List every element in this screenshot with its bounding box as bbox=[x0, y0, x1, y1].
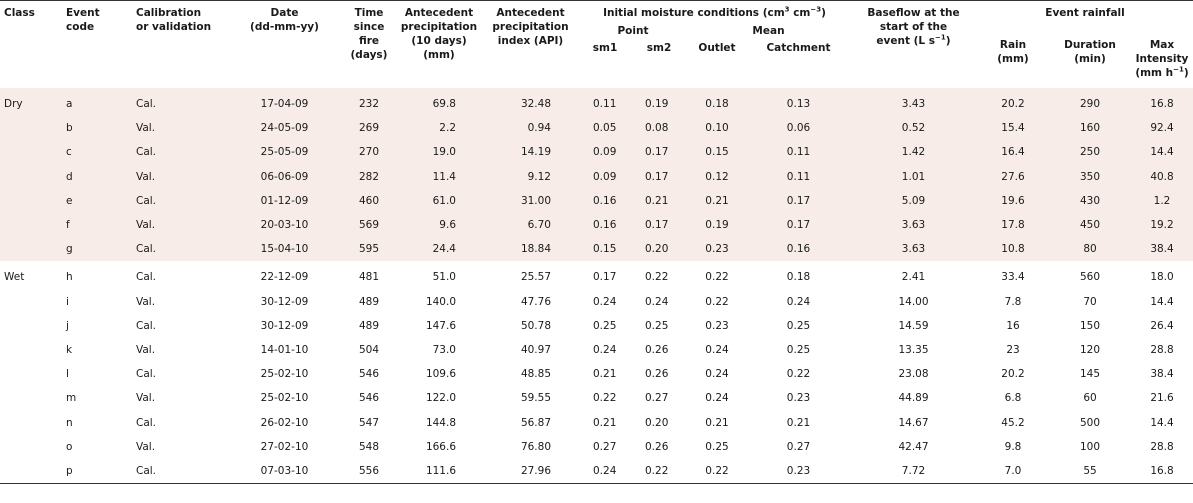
cell-outlet: 0.25 bbox=[705, 440, 729, 453]
table-row bbox=[0, 410, 1193, 434]
header-class: Class bbox=[4, 7, 35, 19]
table-row bbox=[0, 435, 1193, 459]
cell-cal-val: Cal. bbox=[136, 319, 157, 332]
cell-cal-val: Cal. bbox=[132, 189, 227, 213]
cell-antecedent-precip: 140.0 bbox=[425, 295, 456, 308]
table-row bbox=[0, 116, 1193, 140]
cell-rain: 27.6 bbox=[977, 165, 1049, 189]
header-calibration-validation: Calibration or validation bbox=[136, 7, 212, 33]
cell-date: 25-05-09 bbox=[227, 140, 342, 164]
cell-outlet: 0.24 bbox=[705, 343, 729, 356]
cell-catchment: 0.25 bbox=[786, 319, 811, 332]
cell-rain: 20.2 bbox=[1001, 368, 1025, 381]
cell-sm1: 0.25 bbox=[593, 319, 617, 332]
cell-max-intensity: 14.4 bbox=[1150, 295, 1174, 308]
cell-max-intensity: 26.4 bbox=[1150, 319, 1174, 332]
cell-catchment: 0.25 bbox=[786, 343, 811, 356]
cell-max-intensity: 40.8 bbox=[1131, 165, 1193, 189]
cell-api: 50.78 bbox=[520, 319, 551, 332]
cell-class bbox=[0, 386, 62, 410]
cell-date: 27-02-10 bbox=[260, 440, 309, 453]
cell-duration: 560 bbox=[1079, 271, 1101, 284]
cell-event-code: o bbox=[66, 440, 73, 453]
cell-antecedent-precip: 73.0 bbox=[432, 343, 456, 356]
cell-catchment: 0.11 bbox=[747, 140, 850, 164]
cell-catchment: 0.21 bbox=[786, 416, 811, 429]
table-row bbox=[0, 362, 1193, 386]
cell-event-code: d bbox=[62, 165, 132, 189]
cell-catchment: 0.18 bbox=[786, 271, 811, 284]
cell-antecedent-precip: 144.8 bbox=[425, 416, 456, 429]
cell-outlet: 0.15 bbox=[687, 140, 747, 164]
cell-class bbox=[0, 213, 62, 237]
cell-cal-val: Val. bbox=[136, 295, 156, 308]
cell-date: 15-04-10 bbox=[227, 237, 342, 261]
header-api: Antecedent precipitation index (API) bbox=[492, 7, 569, 47]
cell-outlet: 0.21 bbox=[687, 189, 747, 213]
header-outlet: Outlet bbox=[698, 42, 736, 54]
cell-api: 32.48 bbox=[482, 88, 579, 116]
cell-sm2: 0.26 bbox=[645, 440, 669, 453]
cell-time-since-fire: 481 bbox=[358, 271, 380, 284]
cell-max-intensity: 16.8 bbox=[1131, 88, 1193, 116]
cell-time-since-fire: 489 bbox=[358, 295, 380, 308]
header-point: Point bbox=[617, 25, 649, 37]
cell-date: 30-12-09 bbox=[260, 295, 309, 308]
cell-class bbox=[0, 237, 62, 261]
cell-catchment: 0.11 bbox=[747, 165, 850, 189]
cell-date: 30-12-09 bbox=[260, 319, 309, 332]
cell-antecedent-precip: 24.4 bbox=[396, 237, 482, 261]
cell-api: 47.76 bbox=[520, 295, 551, 308]
cell-cal-val: Cal. bbox=[136, 368, 157, 381]
cell-sm2: 0.27 bbox=[645, 392, 669, 405]
cell-class: Dry bbox=[0, 88, 62, 116]
cell-class bbox=[0, 459, 62, 484]
cell-event-code: k bbox=[66, 343, 73, 356]
cell-duration: 55 bbox=[1049, 459, 1131, 484]
cell-rain: 33.4 bbox=[1001, 271, 1025, 284]
cell-api: 6.70 bbox=[482, 213, 579, 237]
cell-outlet: 0.24 bbox=[705, 392, 729, 405]
cell-class bbox=[0, 165, 62, 189]
cell-date: 20-03-10 bbox=[227, 213, 342, 237]
cell-rain: 6.8 bbox=[1004, 392, 1022, 405]
cell-baseflow: 0.52 bbox=[850, 116, 977, 140]
cell-catchment: 0.22 bbox=[786, 368, 811, 381]
cell-sm1: 0.16 bbox=[579, 189, 631, 213]
cell-max-intensity: 21.6 bbox=[1150, 392, 1174, 405]
table-body bbox=[0, 88, 1193, 484]
cell-sm2: 0.20 bbox=[645, 416, 669, 429]
cell-time-since-fire: 269 bbox=[342, 116, 396, 140]
cell-time-since-fire: 489 bbox=[358, 319, 380, 332]
cell-duration: 80 bbox=[1049, 237, 1131, 261]
cell-rain: 17.8 bbox=[977, 213, 1049, 237]
cell-outlet: 0.19 bbox=[687, 213, 747, 237]
cell-duration: 450 bbox=[1049, 213, 1131, 237]
table-row bbox=[0, 261, 1193, 289]
cell-outlet: 0.23 bbox=[705, 319, 729, 332]
cell-sm1: 0.16 bbox=[579, 213, 631, 237]
cell-event-code: p bbox=[62, 459, 132, 484]
cell-rain: 23 bbox=[1006, 343, 1020, 356]
cell-cal-val: Cal. bbox=[132, 88, 227, 116]
cell-api: 9.12 bbox=[482, 165, 579, 189]
cell-duration: 350 bbox=[1049, 165, 1131, 189]
cell-outlet: 0.22 bbox=[687, 459, 747, 484]
cell-sm1: 0.24 bbox=[593, 343, 617, 356]
cell-api: 14.19 bbox=[482, 140, 579, 164]
cell-event-code: h bbox=[66, 271, 73, 284]
cell-antecedent-precip: 122.0 bbox=[425, 392, 456, 405]
header-mean: Mean bbox=[752, 25, 785, 37]
cell-duration: 430 bbox=[1049, 189, 1131, 213]
cell-duration: 290 bbox=[1049, 88, 1131, 116]
cell-outlet: 0.22 bbox=[705, 295, 729, 308]
cell-date: 22-12-09 bbox=[260, 271, 309, 284]
table-row bbox=[0, 290, 1193, 314]
cell-duration: 100 bbox=[1079, 440, 1101, 453]
table-row bbox=[0, 140, 1193, 164]
cell-time-since-fire: 232 bbox=[342, 88, 396, 116]
cell-catchment: 0.16 bbox=[747, 237, 850, 261]
cell-catchment: 0.23 bbox=[786, 392, 811, 405]
header-max-intensity: Max Intensity (mm $h^{-1}$) bbox=[1135, 39, 1189, 79]
header-rain: Rain (mm) bbox=[997, 39, 1029, 65]
cell-event-code: j bbox=[66, 319, 69, 332]
cell-event-code: n bbox=[66, 416, 73, 429]
header-sm1: sm1 bbox=[592, 42, 618, 54]
cell-max-intensity: 38.4 bbox=[1150, 368, 1174, 381]
cell-antecedent-precip: 111.6 bbox=[396, 459, 482, 484]
table-row bbox=[0, 165, 1193, 189]
cell-baseflow: 13.35 bbox=[898, 343, 929, 356]
cell-sm2: 0.17 bbox=[631, 213, 687, 237]
cell-class bbox=[0, 290, 62, 314]
cell-sm1: 0.05 bbox=[579, 116, 631, 140]
cell-duration: 500 bbox=[1079, 416, 1101, 429]
cell-antecedent-precip: 147.6 bbox=[425, 319, 456, 332]
cell-outlet: 0.12 bbox=[687, 165, 747, 189]
cell-max-intensity: 28.8 bbox=[1150, 343, 1174, 356]
cell-sm1: 0.09 bbox=[579, 165, 631, 189]
cell-outlet: 0.21 bbox=[705, 416, 729, 429]
cell-sm1: 0.21 bbox=[593, 416, 617, 429]
cell-time-since-fire: 547 bbox=[358, 416, 380, 429]
cell-antecedent-precip: 2.2 bbox=[396, 116, 482, 140]
cell-cal-val: Val. bbox=[132, 213, 227, 237]
cell-sm2: 0.25 bbox=[645, 319, 669, 332]
cell-api: 31.00 bbox=[482, 189, 579, 213]
cell-class bbox=[0, 410, 62, 434]
cell-baseflow: 1.01 bbox=[850, 165, 977, 189]
cell-date: 17-04-09 bbox=[227, 88, 342, 116]
cell-max-intensity: 1.2 bbox=[1131, 189, 1193, 213]
cell-class bbox=[0, 314, 62, 338]
header-event-rainfall: Event rainfall bbox=[1045, 7, 1125, 19]
cell-rain: 7.8 bbox=[1004, 295, 1022, 308]
cell-catchment: 0.06 bbox=[747, 116, 850, 140]
cell-api: 48.85 bbox=[520, 368, 551, 381]
header-antecedent-precipitation: Antecedent precipitation (10 days) (mm) bbox=[400, 7, 478, 61]
cell-rain: 19.6 bbox=[977, 189, 1049, 213]
cell-baseflow: 44.89 bbox=[898, 392, 929, 405]
cell-sm1: 0.11 bbox=[579, 88, 631, 116]
header-date: Date (dd-mm-yy) bbox=[250, 7, 319, 33]
cell-api: 18.84 bbox=[482, 237, 579, 261]
cell-duration: 250 bbox=[1049, 140, 1131, 164]
cell-sm1: 0.22 bbox=[593, 392, 617, 405]
cell-event-code: c bbox=[62, 140, 132, 164]
table-row bbox=[0, 459, 1193, 484]
cell-antecedent-precip: 11.4 bbox=[396, 165, 482, 189]
cell-sm1: 0.27 bbox=[593, 440, 617, 453]
cell-time-since-fire: 282 bbox=[342, 165, 396, 189]
cell-class bbox=[0, 362, 62, 386]
cell-cal-val: Cal. bbox=[132, 459, 227, 484]
cell-baseflow: 7.72 bbox=[850, 459, 977, 484]
cell-catchment: 0.17 bbox=[747, 213, 850, 237]
cell-max-intensity: 18.0 bbox=[1150, 271, 1174, 284]
cell-class bbox=[0, 116, 62, 140]
header-event-code: Event code bbox=[66, 7, 100, 33]
cell-baseflow: 5.09 bbox=[850, 189, 977, 213]
cell-catchment: 0.23 bbox=[747, 459, 850, 484]
cell-sm2: 0.19 bbox=[631, 88, 687, 116]
cell-outlet: 0.18 bbox=[687, 88, 747, 116]
cell-baseflow: 42.47 bbox=[898, 440, 929, 453]
cell-max-intensity: 14.4 bbox=[1131, 140, 1193, 164]
cell-api: 40.97 bbox=[520, 343, 551, 356]
cell-antecedent-precip: 69.8 bbox=[396, 88, 482, 116]
cell-cal-val: Cal. bbox=[136, 271, 157, 284]
cell-max-intensity: 28.8 bbox=[1150, 440, 1174, 453]
cell-duration: 145 bbox=[1079, 368, 1101, 381]
cell-duration: 160 bbox=[1049, 116, 1131, 140]
cell-time-since-fire: 270 bbox=[342, 140, 396, 164]
cell-rain: 16 bbox=[1006, 319, 1020, 332]
cell-antecedent-precip: 19.0 bbox=[396, 140, 482, 164]
cell-rain: 16.4 bbox=[977, 140, 1049, 164]
cell-cal-val: Val. bbox=[136, 440, 156, 453]
cell-outlet: 0.23 bbox=[687, 237, 747, 261]
cell-class bbox=[0, 435, 62, 459]
table-header bbox=[0, 1, 1193, 89]
cell-sm1: 0.24 bbox=[579, 459, 631, 484]
cell-class bbox=[0, 140, 62, 164]
cell-cal-val: Val. bbox=[136, 343, 156, 356]
cell-duration: 120 bbox=[1079, 343, 1101, 356]
table-row bbox=[0, 213, 1193, 237]
cell-duration: 150 bbox=[1079, 319, 1101, 332]
cell-outlet: 0.24 bbox=[705, 368, 729, 381]
cell-rain: 7.0 bbox=[977, 459, 1049, 484]
cell-sm1: 0.15 bbox=[579, 237, 631, 261]
cell-time-since-fire: 569 bbox=[342, 213, 396, 237]
cell-class: Wet bbox=[4, 271, 25, 284]
header-catchment: Catchment bbox=[766, 42, 831, 54]
cell-api: 76.80 bbox=[520, 440, 551, 453]
cell-baseflow: 14.67 bbox=[898, 416, 929, 429]
cell-sm1: 0.24 bbox=[593, 295, 617, 308]
cell-api: 0.94 bbox=[482, 116, 579, 140]
cell-event-code: g bbox=[62, 237, 132, 261]
cell-cal-val: Val. bbox=[132, 116, 227, 140]
cell-rain: 10.8 bbox=[977, 237, 1049, 261]
cell-date: 25-02-10 bbox=[260, 368, 309, 381]
cell-sm1: 0.17 bbox=[593, 271, 617, 284]
cell-baseflow: 2.41 bbox=[901, 271, 926, 284]
cell-baseflow: 3.63 bbox=[850, 237, 977, 261]
cell-time-since-fire: 546 bbox=[358, 368, 380, 381]
cell-max-intensity: 19.2 bbox=[1131, 213, 1193, 237]
cell-time-since-fire: 546 bbox=[358, 392, 380, 405]
cell-date: 06-06-09 bbox=[227, 165, 342, 189]
cell-time-since-fire: 556 bbox=[342, 459, 396, 484]
cell-outlet: 0.22 bbox=[705, 271, 729, 284]
header-time-since-fire: Time since fire (days) bbox=[350, 7, 388, 61]
header-sm2: sm2 bbox=[646, 42, 672, 54]
cell-sm2: 0.26 bbox=[645, 343, 669, 356]
cell-sm2: 0.17 bbox=[631, 165, 687, 189]
cell-max-intensity: 14.4 bbox=[1150, 416, 1174, 429]
cell-sm2: 0.22 bbox=[645, 271, 669, 284]
cell-api: 56.87 bbox=[520, 416, 551, 429]
cell-antecedent-precip: 166.6 bbox=[425, 440, 456, 453]
header-baseflow: Baseflow at the start of the event (L $s^{-1}$) bbox=[867, 7, 960, 47]
cell-cal-val: Cal. bbox=[132, 140, 227, 164]
cell-time-since-fire: 548 bbox=[358, 440, 380, 453]
cell-time-since-fire: 504 bbox=[358, 343, 380, 356]
table-row bbox=[0, 338, 1193, 362]
cell-baseflow: 3.43 bbox=[850, 88, 977, 116]
cell-class bbox=[0, 189, 62, 213]
cell-catchment: 0.13 bbox=[747, 88, 850, 116]
cell-date: 07-03-10 bbox=[227, 459, 342, 484]
cell-event-code: i bbox=[66, 295, 69, 308]
cell-antecedent-precip: 51.0 bbox=[432, 271, 456, 284]
cell-sm1: 0.21 bbox=[593, 368, 617, 381]
cell-baseflow: 23.08 bbox=[898, 368, 929, 381]
cell-event-code: b bbox=[62, 116, 132, 140]
cell-class bbox=[0, 338, 62, 362]
cell-max-intensity: 16.8 bbox=[1131, 459, 1193, 484]
cell-baseflow: 14.00 bbox=[898, 295, 929, 308]
cell-event-code: l bbox=[66, 368, 69, 381]
cell-date: 01-12-09 bbox=[227, 189, 342, 213]
cell-outlet: 0.10 bbox=[687, 116, 747, 140]
cell-sm2: 0.21 bbox=[631, 189, 687, 213]
cell-api: 59.55 bbox=[520, 392, 551, 405]
cell-date: 25-02-10 bbox=[260, 392, 309, 405]
cell-date: 26-02-10 bbox=[260, 416, 309, 429]
table-row bbox=[0, 237, 1193, 261]
header-initial-moisture: Initial moisture conditions ($cm^3$ $cm^{-3}$) bbox=[603, 5, 826, 19]
cell-event-code: f bbox=[62, 213, 132, 237]
cell-date: 24-05-09 bbox=[227, 116, 342, 140]
cell-antecedent-precip: 109.6 bbox=[425, 368, 456, 381]
cell-cal-val: Val. bbox=[132, 165, 227, 189]
table-row bbox=[0, 314, 1193, 338]
table-row bbox=[0, 88, 1193, 116]
cell-sm2: 0.08 bbox=[631, 116, 687, 140]
cell-antecedent-precip: 9.6 bbox=[396, 213, 482, 237]
cell-sm2: 0.17 bbox=[631, 140, 687, 164]
table-row bbox=[0, 189, 1193, 213]
cell-max-intensity: 38.4 bbox=[1131, 237, 1193, 261]
cell-event-code: e bbox=[62, 189, 132, 213]
cell-catchment: 0.24 bbox=[786, 295, 811, 308]
cell-date: 14-01-10 bbox=[260, 343, 309, 356]
cell-baseflow: 3.63 bbox=[850, 213, 977, 237]
cell-rain: 45.2 bbox=[1001, 416, 1025, 429]
cell-cal-val: Cal. bbox=[132, 237, 227, 261]
cell-antecedent-precip: 61.0 bbox=[396, 189, 482, 213]
cell-catchment: 0.27 bbox=[786, 440, 811, 453]
cell-sm2: 0.20 bbox=[631, 237, 687, 261]
cell-api: 25.57 bbox=[520, 271, 551, 284]
cell-duration: 70 bbox=[1083, 295, 1097, 308]
cell-sm2: 0.22 bbox=[631, 459, 687, 484]
cell-rain: 9.8 bbox=[1004, 440, 1022, 453]
cell-event-code: a bbox=[62, 88, 132, 116]
cell-baseflow: 14.59 bbox=[898, 319, 929, 332]
cell-cal-val: Cal. bbox=[136, 416, 157, 429]
cell-rain: 15.4 bbox=[977, 116, 1049, 140]
cell-sm2: 0.24 bbox=[645, 295, 669, 308]
header-duration: Duration (min) bbox=[1064, 39, 1116, 65]
cell-catchment: 0.17 bbox=[747, 189, 850, 213]
cell-rain: 20.2 bbox=[977, 88, 1049, 116]
cell-time-since-fire: 595 bbox=[342, 237, 396, 261]
cell-duration: 60 bbox=[1083, 392, 1097, 405]
cell-api: 27.96 bbox=[482, 459, 579, 484]
cell-event-code: m bbox=[66, 392, 77, 405]
cell-cal-val: Val. bbox=[136, 392, 156, 405]
cell-sm2: 0.26 bbox=[645, 368, 669, 381]
cell-sm1: 0.09 bbox=[579, 140, 631, 164]
table-row bbox=[0, 386, 1193, 410]
cell-max-intensity: 92.4 bbox=[1131, 116, 1193, 140]
cell-time-since-fire: 460 bbox=[342, 189, 396, 213]
cell-baseflow: 1.42 bbox=[850, 140, 977, 164]
